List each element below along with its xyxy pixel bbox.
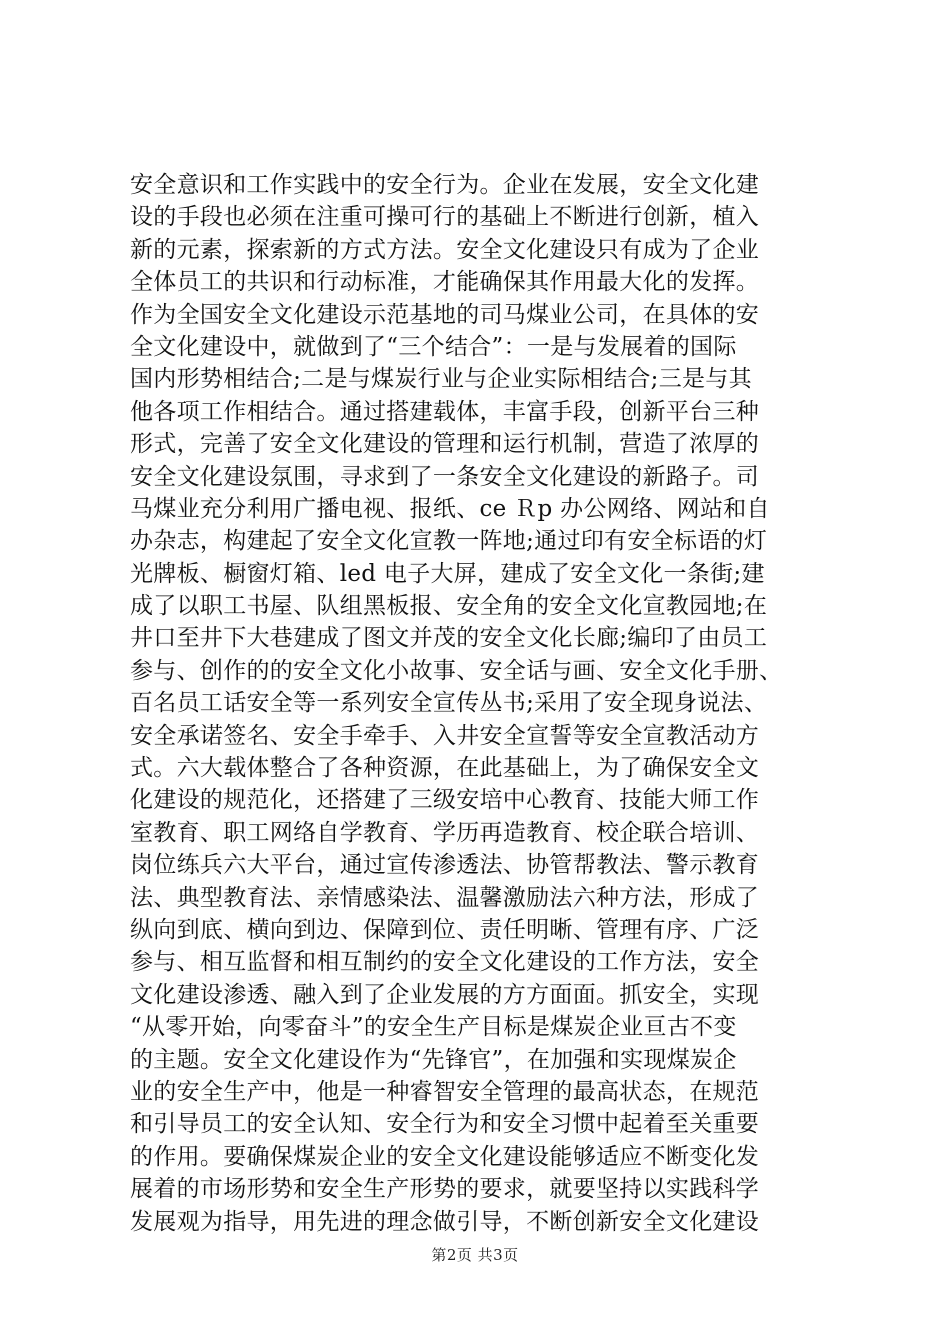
text-line: 和引导员工的安全认知、安全行为和安全习惯中起着至关重要 [130, 1111, 760, 1138]
text-line: 作为全国安全文化建设示范基地的司马煤业公司，在具体的安 [130, 301, 760, 328]
text-line: 的主题。安全文化建设作为“先锋官”，在加强和实现煤炭企 [130, 1046, 737, 1073]
text-line: 参与、相互监督和相互制约的安全文化建设的工作方法，安全 [130, 949, 760, 976]
text-line: 室教育、职工网络自学教育、学历再造教育、校企联合培训、 [130, 819, 760, 846]
text-line: 岗位练兵六大平台，通过宣传渗透法、协管帮教法、警示教育 [130, 852, 760, 879]
text-line: 办杂志，构建起了安全文化宣教一阵地;通过印有安全标语的灯 [130, 528, 768, 555]
text-line: 安全文化建设氛围，寻求到了一条安全文化建设的新路子。司 [130, 463, 760, 490]
text-line: 全体员工的共识和行动标准，才能确保其作用最大化的发挥。 [130, 269, 760, 296]
text-line: 成了以职工书屋、队组黑板报、安全角的安全文化宣教园地;在 [130, 593, 768, 620]
text-line: 百名员工话安全等一系列安全宣传丛书;采用了安全现身说法、 [130, 690, 768, 717]
text-line: 业的安全生产中，他是一种睿智安全管理的最高状态，在规范 [130, 1078, 760, 1105]
text-line: 设的手段也必须在注重可操可行的基础上不断进行创新，植入 [130, 204, 760, 231]
text-line: 发展观为指导，用先进的理念做引导，不断创新安全文化建设 [130, 1208, 760, 1235]
text-line: 化建设的规范化，还搭建了三级安培中心教育、技能大师工作 [130, 787, 760, 814]
text-line: 全文化建设中，就做到了“三个结合”：一是与发展着的国际 [130, 333, 737, 360]
text-line: 展着的市场形势和安全生产形势的要求，就要坚持以实践科学 [130, 1176, 760, 1203]
text-line: “从零开始，向零奋斗”的安全生产目标是煤炭企业亘古不变 [130, 1014, 737, 1041]
text-line: 井口至井下大巷建成了图文并茂的安全文化长廊;编印了由员工 [130, 625, 768, 652]
text-line: 式。六大载体整合了各种资源，在此基础上，为了确保安全文 [130, 755, 760, 782]
page-footer: 第2页 共3页 [431, 1246, 519, 1264]
text-line: 安全意识和工作实践中的安全行为。企业在发展，安全文化建 [130, 172, 760, 198]
text-line: 新的元素，探索新的方式方法。安全文化建设只有成为了企业 [130, 236, 760, 263]
text-line: 形式，完善了安全文化建设的管理和运行机制，营造了浓厚的 [130, 431, 760, 458]
text-line: 参与、创作的的安全文化小故事、安全话与画、安全文化手册、 [130, 657, 783, 684]
body-text [130, 169, 830, 1238]
text-line: 光牌板、橱窗灯箱、led 电子大屏，建成了安全文化一条街;建 [130, 560, 765, 587]
text-line: 他各项工作相结合。通过搭建载体，丰富手段，创新平台三种 [130, 398, 760, 425]
text-line: 国内形势相结合;二是与煤炭行业与企业实际相结合;三是与其 [130, 366, 752, 393]
text-line: 马煤业充分利用广播电视、报纸、ce Ｒp 办公网络、网站和自 [130, 495, 770, 522]
text-line: 纵向到底、横向到边、保障到位、责任明晰、管理有序、广泛 [130, 916, 760, 943]
text-line: 文化建设渗透、融入到了企业发展的方方面面。抓安全，实现 [130, 981, 760, 1008]
text-line: 的作用。要确保煤炭企业的安全文化建设能够适应不断变化发 [130, 1143, 760, 1170]
text-line: 法、典型教育法、亲情感染法、温馨激励法六种方法，形成了 [130, 884, 760, 911]
text-line: 安全承诺签名、安全手牵手、入井安全宣誓等安全宣教活动方 [130, 722, 760, 749]
